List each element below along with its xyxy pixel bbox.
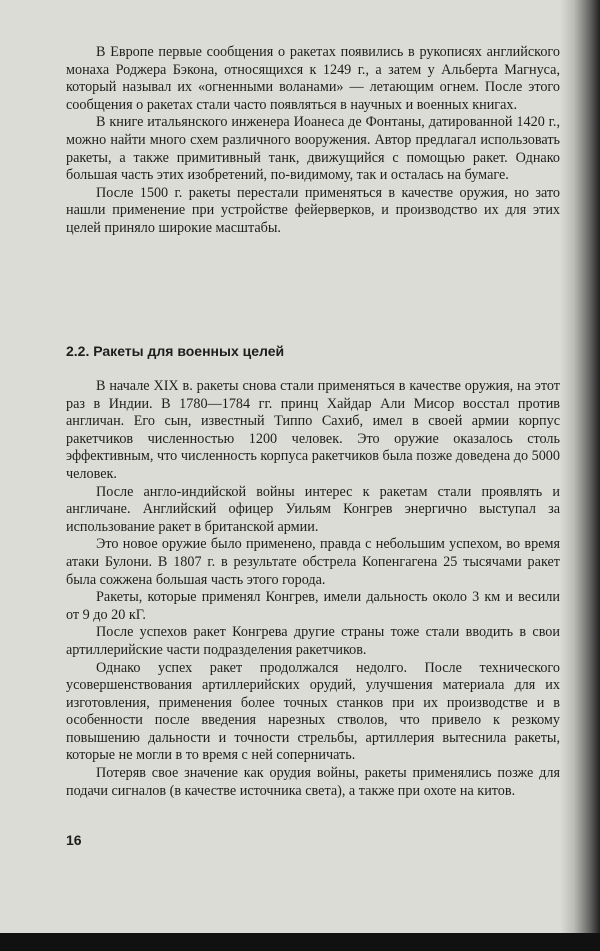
page-number: 16 [66, 832, 82, 848]
paragraph: Это новое оружие было применено, правда с небольшим успехом, во время атаки Булони. В 1807 г. в результате обстрела Копенгагена 25 тысячами ракет была сожжена большая часть этого города. [66, 536, 560, 588]
paragraph: Потеряв свое значение как орудия войны, ракеты применялись позже для подачи сигналов (в качестве источника света), а также при охоте на китов. [66, 765, 560, 799]
paragraph: После 1500 г. ракеты перестали применяться в качестве оружия, но зато нашли применение при устройстве фейерверков, и производство их для этих целей приняло широкие масштабы. [66, 184, 560, 236]
scan-bottom-edge [0, 933, 600, 951]
paragraph: После успехов ракет Конгрева другие страны тоже стали вводить в свои артиллерийские части подразделения ракетчиков. [66, 624, 560, 658]
section-intro-text [66, 44, 560, 238]
paragraph: В книге итальянского инженера Иоанеса де Фонтаны, датированной 1420 г., можно найти много схем различного вооружения. Автор предлагал использовать ракеты, а также примитивный танк, движущийся с помощью ракет. Однако большая часть этих изобретений, по-видимому, так и осталась на бумаге. [66, 114, 560, 184]
paragraph: В начале XIX в. ракеты снова стали применяться в качестве оружия, на этот раз в Индии. В 1780—1784 гг. принц Хайдар Али Мисор восстал против англичан. Его сын, известный Типпо Сахиб, имел в своей армии корпус ракетчиков численностью 1200 человек. Это оружие оказалось столь эффективным, что численность корпуса ракетчиков была позже доведена до 5000 человек. [66, 378, 560, 482]
section-heading: 2.2. Ракеты для военных целей [66, 343, 285, 359]
paragraph: После англо-индийской войны интерес к ракетам стали проявлять и англичане. Английский офицер Уильям Конгрев энергично выступал за использование ракет в британской армии. [66, 483, 560, 535]
binding-shadow [560, 0, 600, 951]
paragraph: В Европе первые сообщения о ракетах появились в рукописях английского монаха Роджера Бэкона, относящихся к 1249 г., а затем у Альберта Магнуса, который называл их «огненными воланами» — летающим огнем. После этого сообщения о ракетах стали часто появляться в научных и военных книгах. [66, 44, 560, 113]
paragraph: Однако успех ракет продолжался недолго. После технического усовершенствования артиллерийских орудий, улучшения материала для их изготовления, применения более точных станков при их производстве и в особенности после введения нарезных стволов, что привело к резкому повышению дальности и точности стрельбы, артиллерия вытеснила ракеты, которые не могли в то время с ней соперничать. [66, 659, 560, 764]
paragraph: Ракеты, которые применял Конгрев, имели дальность около 3 км и весили от 9 до 20 кГ. [66, 589, 560, 623]
section-military-rockets-text [66, 378, 560, 800]
